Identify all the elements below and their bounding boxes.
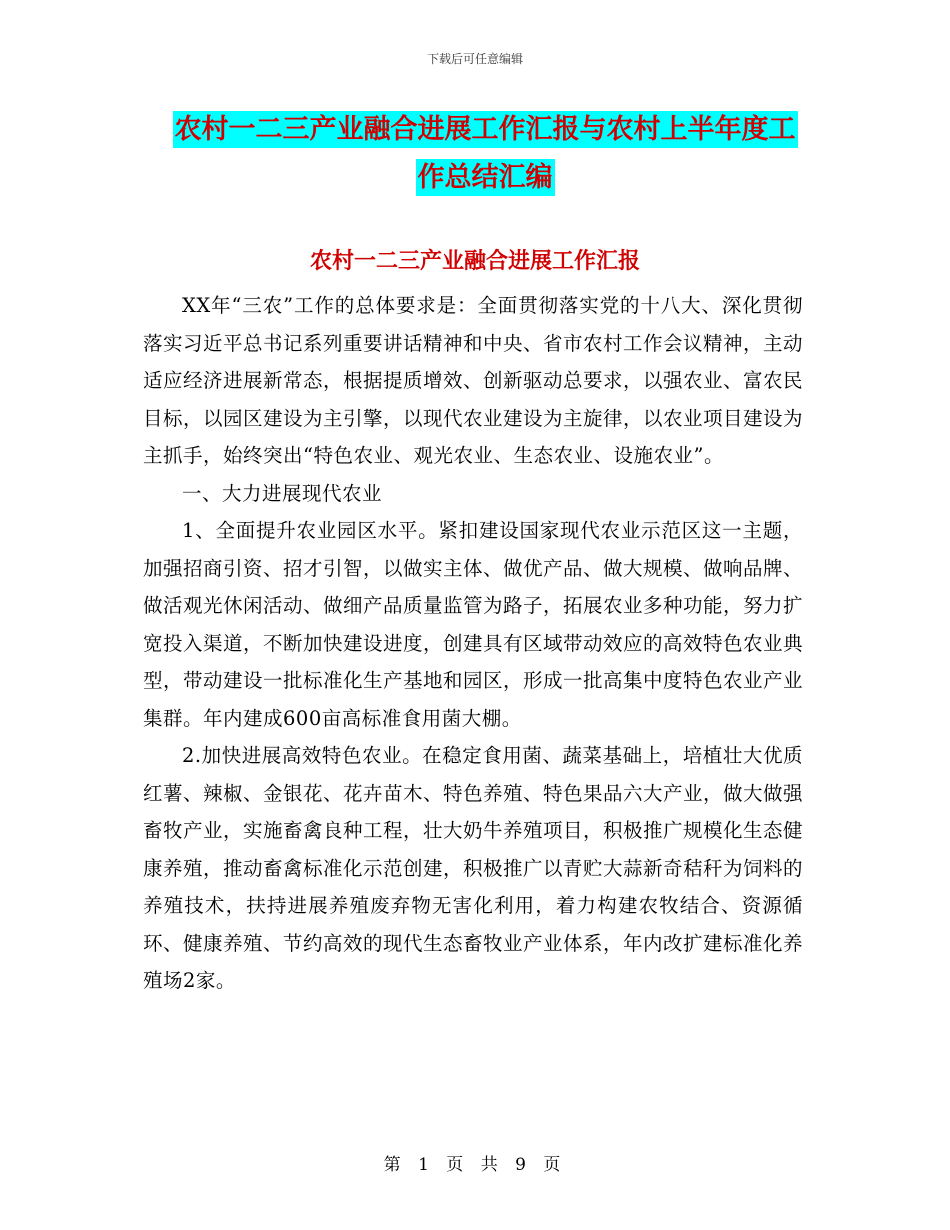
title-line-2: 作总结汇编 <box>416 159 555 196</box>
page-header-note: 下载后可任意编辑 <box>426 52 523 66</box>
paragraph-heading-1: 一、大力进展现代农业 <box>182 481 383 505</box>
paragraph-item-1: 1、全面提升农业园区水平。紧扣建设国家现代农业示范区这一主题，加强招商引资、招才引智，以做实主体、做优产品、做大规模、做响品牌、做活观光休闲活动、做细产品质量监管为路子，拓展农业多种功能，努力扩宽投入渠道，不断加快建设进度，创建具有区域带动效应的高效特色农业典型，带动建设一批标准化生产基地和园区，形成一批高集中度特色农业产业集群。年内建成600亩高标准食用菌大棚。 <box>143 519 804 730</box>
document-title <box>150 106 820 202</box>
section-title: 农村一二三产业融合进展工作汇报 <box>309 249 640 274</box>
title-line-1: 农村一二三产业融合进展工作汇报与农村上半年度工 <box>173 111 798 148</box>
document-body <box>143 287 803 1000</box>
paragraph-intro: XX年“三农”工作的总体要求是：全面贯彻落实党的十八大、深化贯彻落实习近平总书记系列重要讲话精神和中央、省市农村工作会议精神，主动适应经济进展新常态，根据提质增效、创新驱动总要求，以强农业、富农民目标，以园区建设为主引擎，以现代农业建设为主旋律，以农业项目建设为主抓手，始终突出“特色农业、观光农业、生态农业、设施农业”。 <box>143 294 804 467</box>
page-number: 第 1 页 共 9 页 <box>383 1155 567 1175</box>
paragraph-item-2: 2.加快进展高效特色农业。在稳定食用菌、蔬菜基础上，培植壮大优质红薯、辣椒、金银花、花卉苗木、特色养殖、特色果品六大产业，做大做强畜牧产业，实施畜禽良种工程，壮大奶牛养殖项目，积极推广规模化生态健康养殖，推动畜禽标准化示范创建，积极推广以青贮大蒜新奇秸秆为饲料的养殖技术，扶持进展养殖废弃物无害化利用，着力构建农牧结合、资源循环、健康养殖、节约高效的现代生态畜牧业产业体系，年内改扩建标准化养殖场2家。 <box>143 744 804 992</box>
